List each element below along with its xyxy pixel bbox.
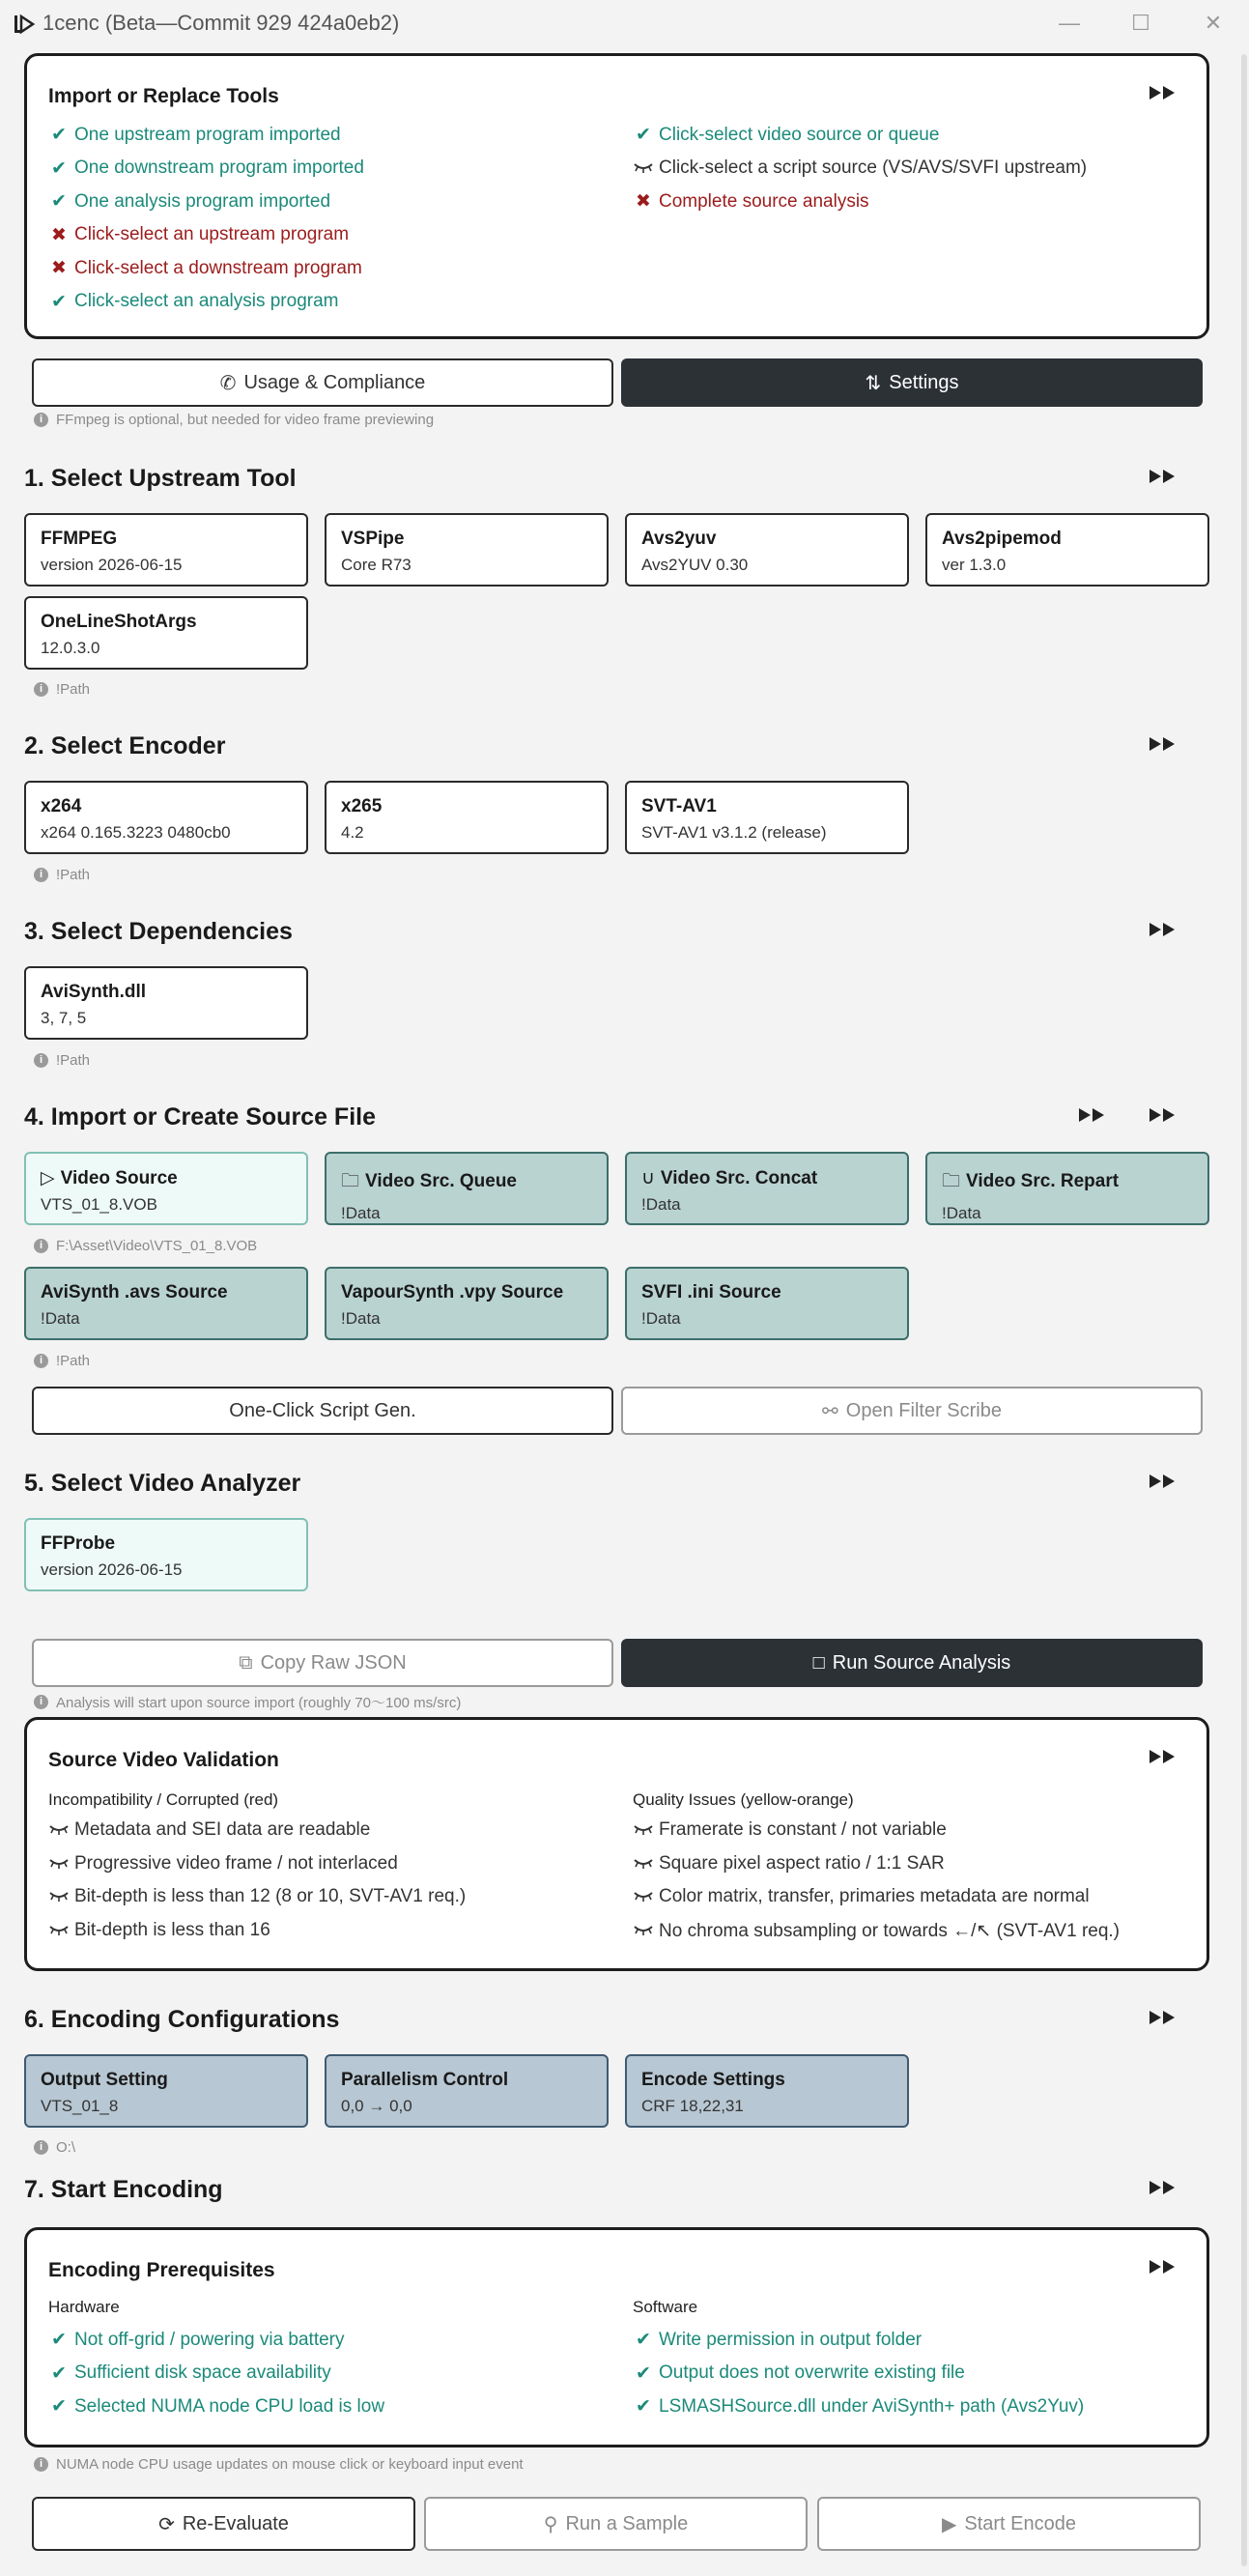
status-text: Complete source analysis <box>659 190 869 212</box>
tool-tile[interactable] <box>625 1152 909 1225</box>
tile-value: SVT-AV1 v3.1.2 (release) <box>641 823 827 842</box>
section-3-title: 3. Select Dependencies <box>24 918 293 945</box>
run-sample-button[interactable]: ⚲ Run a Sample <box>424 2497 808 2551</box>
cross-icon: ✖ <box>636 191 651 212</box>
status-item <box>48 1920 270 1941</box>
section-2-note: i !Path <box>34 867 90 883</box>
check-icon: ✔ <box>636 2330 651 2350</box>
status-text: Click-select a script source (VS/AVS/SVFI upstream) <box>659 157 1088 178</box>
status-item <box>48 157 364 180</box>
tile-value: Avs2YUV 0.30 <box>641 556 749 574</box>
status-text: Metadata and SEI data are readable <box>74 1819 371 1840</box>
eye-closed-icon <box>48 1819 70 1841</box>
import-tools-card <box>24 53 1209 339</box>
tile-name: 🗀 Video Src. Repart <box>942 1171 1120 1191</box>
refresh-icon: ⟳ <box>158 2513 175 2535</box>
tool-tile[interactable] <box>625 781 909 854</box>
check-icon: ✔ <box>51 125 67 145</box>
tile-name: AviSynth.dll <box>41 982 147 1002</box>
status-text: Bit-depth is less than 16 <box>74 1919 270 1940</box>
info-icon: i <box>34 1239 48 1253</box>
card-title: Source Video Validation <box>48 1749 279 1771</box>
scrollbar[interactable] <box>1241 54 1247 2566</box>
tool-tile[interactable] <box>325 1152 609 1225</box>
scan-icon: □ <box>812 1651 825 1674</box>
settings-label: Settings <box>889 371 959 393</box>
tile-value: !Data <box>641 1309 681 1328</box>
status-text: One upstream program imported <box>74 124 341 145</box>
status-item <box>48 1819 370 1841</box>
tool-tile[interactable] <box>325 2054 609 2128</box>
status-text: Click-select an analysis program <box>74 291 339 311</box>
tile-name: SVFI .ini Source <box>641 1282 781 1302</box>
source-validation-card <box>24 1717 1209 1971</box>
status-text: Color matrix, transfer, primaries metadata are normal <box>659 1886 1090 1906</box>
section-2-title: 2. Select Encoder <box>24 732 226 759</box>
tool-tile[interactable] <box>625 513 909 587</box>
status-item <box>633 2395 1084 2418</box>
cross-icon: ✖ <box>51 224 67 245</box>
union-icon: ∪ <box>641 1168 655 1188</box>
tile-name: Output Setting <box>41 2070 168 2090</box>
hardware-heading: Hardware <box>48 2298 120 2316</box>
tool-tile[interactable] <box>24 1518 308 1591</box>
tool-tile[interactable] <box>24 781 308 854</box>
tile-name: 🗀 Video Src. Queue <box>341 1171 517 1191</box>
tile-value: Core R73 <box>341 556 412 574</box>
section-3-note: i !Path <box>34 1052 90 1069</box>
tile-name: Parallelism Control <box>341 2070 509 2090</box>
tool-tile[interactable] <box>325 1267 609 1340</box>
tile-value: VTS_01_8 <box>41 2097 119 2115</box>
status-item <box>633 1886 1090 1907</box>
status-text: Bit-depth is less than 12 (8 or 10, SVT-AV1 req.) <box>74 1886 467 1906</box>
window-title: 1cenc (Beta—Commit 929 424a0eb2) <box>43 11 400 35</box>
app-logo-icon <box>14 14 37 35</box>
fast-forward-icon[interactable] <box>1148 920 1178 945</box>
status-item <box>48 190 330 213</box>
tile-value: 3, 7, 5 <box>41 1009 87 1027</box>
status-text: Click-select video source or queue <box>659 124 940 145</box>
status-text: Write permission in output folder <box>659 2329 923 2350</box>
tool-tile[interactable] <box>24 513 308 587</box>
fast-forward-icon[interactable] <box>1148 2178 1178 2203</box>
incompatibility-heading: Incompatibility / Corrupted (red) <box>48 1790 279 1809</box>
fast-forward-icon[interactable] <box>1148 1472 1178 1497</box>
status-text: Sufficient disk space availability <box>74 2362 331 2383</box>
eye-closed-icon <box>633 1920 654 1941</box>
tile-value: !Data <box>341 1309 381 1328</box>
tool-tile[interactable] <box>24 966 308 1040</box>
tile-name: AviSynth .avs Source <box>41 1282 228 1302</box>
check-icon: ✔ <box>636 125 651 145</box>
status-item <box>633 1819 947 1841</box>
tile-value: !Data <box>341 1204 381 1222</box>
tool-tile[interactable] <box>625 2054 909 2128</box>
status-item <box>633 1920 1120 1942</box>
re-evaluate-button[interactable]: ⟳ Re-Evaluate <box>32 2497 415 2551</box>
tile-name: Avs2pipemod <box>942 529 1062 549</box>
map-pin-icon: ⚲ <box>543 2513 558 2535</box>
filter-circles-icon: ⚯ <box>822 1400 838 1422</box>
tile-name: OneLineShotArgs <box>41 612 197 632</box>
tile-value: x264 0.165.3223 0480cb0 <box>41 823 231 842</box>
check-icon: ✔ <box>636 2362 651 2384</box>
script-path-note: i !Path <box>34 1353 90 1369</box>
tile-value: !Data <box>942 1204 981 1222</box>
fast-forward-icon[interactable] <box>1148 1747 1178 1772</box>
status-text: Framerate is constant / not variable <box>659 1819 947 1840</box>
encoding-prerequisites-card <box>24 2227 1209 2447</box>
start-encode-button[interactable]: ▶ Start Encode <box>817 2497 1201 2551</box>
play-icon: ▶ <box>941 2513 957 2535</box>
check-icon: ✔ <box>51 191 67 212</box>
tool-tile[interactable] <box>24 596 308 670</box>
section-5-title: 5. Select Video Analyzer <box>24 1470 301 1497</box>
eye-closed-icon <box>48 1886 70 1907</box>
tool-tile[interactable] <box>325 781 609 854</box>
analysis-note: i Analysis will start upon source import (roughly 70〜100 ms/src) <box>34 1692 461 1712</box>
status-item <box>48 124 341 146</box>
usage-compliance-button[interactable] <box>32 358 613 407</box>
tool-tile[interactable] <box>24 1267 308 1340</box>
info-icon: i <box>34 682 48 697</box>
info-icon: i <box>34 1695 48 1709</box>
copy-icon: ⧉ <box>239 1651 253 1674</box>
tool-tile[interactable] <box>925 513 1209 587</box>
status-item <box>633 124 939 146</box>
tool-tile[interactable] <box>24 2054 308 2128</box>
tool-tile[interactable] <box>325 513 609 587</box>
status-text: Progressive video frame / not interlaced <box>74 1852 398 1874</box>
output-path-note: i O:\ <box>34 2139 75 2156</box>
one-click-script-button[interactable]: One-Click Script Gen. <box>32 1387 613 1435</box>
fast-forward-icon[interactable] <box>1148 83 1178 108</box>
check-icon: ✔ <box>51 157 67 179</box>
tile-name: SVT-AV1 <box>641 796 717 816</box>
section-4-title: 4. Import or Create Source File <box>24 1103 376 1131</box>
info-icon: i <box>34 2457 48 2472</box>
phone-icon: ✆ <box>219 372 237 394</box>
check-icon: ✔ <box>51 2330 67 2350</box>
tool-tile[interactable] <box>24 1152 308 1225</box>
tile-value: 12.0.3.0 <box>41 639 100 657</box>
tile-value: 0,0 → 0,0 <box>341 2097 412 2115</box>
status-text: One analysis program imported <box>74 190 331 212</box>
open-filter-scribe-button[interactable]: ⚯ Open Filter Scribe <box>621 1387 1203 1435</box>
tile-value: version 2026-06-15 <box>41 556 183 574</box>
check-icon: ✔ <box>51 2396 67 2417</box>
tile-name: x265 <box>341 796 383 816</box>
status-text: One downstream program imported <box>74 157 364 178</box>
status-text: Square pixel aspect ratio / 1:1 SAR <box>659 1852 945 1874</box>
maximize-button[interactable]: ☐ <box>1131 11 1150 35</box>
fast-forward-icon[interactable] <box>1077 1105 1108 1131</box>
fast-forward-icon[interactable] <box>1148 467 1178 492</box>
tile-value: !Data <box>641 1195 681 1214</box>
status-text: Click-select a downstream program <box>74 257 362 278</box>
info-icon: i <box>34 413 48 427</box>
fast-forward-icon[interactable] <box>1148 1105 1178 1131</box>
copy-raw-json-button[interactable]: ⧉ Copy Raw JSON <box>32 1639 613 1687</box>
status-text: Click-select an upstream program <box>74 224 350 244</box>
section-1-title: 1. Select Upstream Tool <box>24 465 297 492</box>
check-icon: ✔ <box>636 2396 651 2417</box>
eye-closed-icon <box>633 1886 654 1907</box>
eye-closed-icon <box>633 157 654 179</box>
fast-forward-icon[interactable] <box>1148 2257 1178 2282</box>
status-item <box>48 2362 331 2385</box>
numa-note: i NUMA node CPU usage updates on mouse click or keyboard input event <box>34 2456 524 2473</box>
tile-name: ▷ Video Source <box>41 1168 178 1188</box>
eye-closed-icon <box>633 1819 654 1841</box>
status-text: Selected NUMA node CPU load is low <box>74 2395 385 2417</box>
tile-name: x264 <box>41 796 82 816</box>
settings-button[interactable] <box>621 358 1203 407</box>
tile-value: VTS_01_8.VOB <box>41 1195 157 1214</box>
check-icon: ✔ <box>51 291 67 312</box>
status-item <box>48 224 349 246</box>
status-item <box>48 2329 345 2351</box>
status-item <box>633 157 1087 179</box>
eye-closed-icon <box>48 1853 70 1875</box>
tile-value: version 2026-06-15 <box>41 1560 183 1579</box>
close-button[interactable]: ✕ <box>1204 11 1223 35</box>
info-icon: i <box>34 1053 48 1068</box>
fast-forward-icon[interactable] <box>1148 2008 1178 2033</box>
tile-name: FFProbe <box>41 1533 116 1554</box>
eye-closed-icon <box>48 1920 70 1941</box>
card-title: Import or Replace Tools <box>48 85 279 107</box>
tile-name: Avs2yuv <box>641 529 717 549</box>
status-text: Not off-grid / powering via battery <box>74 2329 345 2350</box>
title-bar <box>0 0 1249 48</box>
tile-name: Encode Settings <box>641 2070 785 2090</box>
minimize-button[interactable]: — <box>1059 11 1080 35</box>
status-item <box>633 2329 922 2351</box>
status-item <box>633 190 869 213</box>
tile-value: CRF 18,22,31 <box>641 2097 744 2115</box>
section-1-note: i !Path <box>34 681 90 698</box>
status-text: Output does not overwrite existing file <box>659 2362 965 2383</box>
tool-tile[interactable] <box>925 1152 1209 1225</box>
info-icon: i <box>34 868 48 882</box>
quality-heading: Quality Issues (yellow-orange) <box>633 1790 854 1809</box>
status-item <box>48 2395 384 2418</box>
sliders-icon: ⇅ <box>865 372 882 394</box>
section-6-title: 6. Encoding Configurations <box>24 2006 340 2033</box>
tile-name: VSPipe <box>341 529 405 549</box>
tool-tile[interactable] <box>625 1267 909 1340</box>
status-item <box>48 1886 466 1907</box>
tile-name: ∪ Video Src. Concat <box>641 1168 818 1188</box>
tile-value: 4.2 <box>341 823 364 842</box>
eye-closed-icon <box>633 1853 654 1875</box>
tile-value: ver 1.3.0 <box>942 556 1007 574</box>
ffmpeg-note: i FFmpeg is optional, but needed for video frame previewing <box>34 412 434 428</box>
status-text: LSMASHSource.dll under AviSynth+ path (Avs2Yuv) <box>659 2395 1085 2417</box>
status-item <box>48 291 339 313</box>
info-icon: i <box>34 2140 48 2155</box>
folder-icon: 🗀 <box>341 1171 360 1191</box>
check-icon: ✔ <box>51 2362 67 2384</box>
run-source-analysis-button[interactable]: □ Run Source Analysis <box>621 1639 1203 1687</box>
status-item <box>48 257 362 279</box>
info-icon: i <box>34 1354 48 1368</box>
status-item <box>633 1853 945 1875</box>
card-title: Encoding Prerequisites <box>48 2259 275 2281</box>
status-item <box>48 1853 398 1875</box>
cross-icon: ✖ <box>51 258 67 278</box>
tile-name: VapourSynth .vpy Source <box>341 1282 564 1302</box>
section-7-title: 7. Start Encoding <box>24 2176 223 2203</box>
tile-name: FFMPEG <box>41 529 118 549</box>
play-outline-icon: ▷ <box>41 1168 55 1188</box>
status-item <box>633 2362 965 2385</box>
status-text: No chroma subsampling or towards ←/↖ (SVT-AV1 req.) <box>659 1920 1121 1941</box>
usage-label: Usage & Compliance <box>243 371 426 393</box>
tile-value: !Data <box>41 1309 80 1328</box>
source-path-note: i F:\Asset\Video\VTS_01_8.VOB <box>34 1238 257 1254</box>
software-heading: Software <box>633 2298 698 2316</box>
fast-forward-icon[interactable] <box>1148 734 1178 759</box>
folder-icon: 🗀 <box>942 1171 961 1191</box>
